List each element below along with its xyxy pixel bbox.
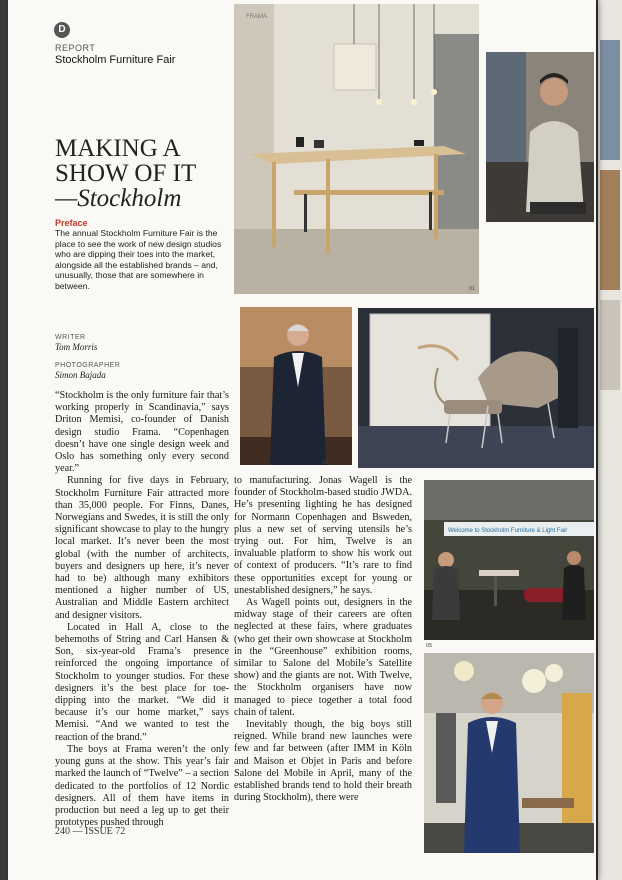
photo-number: 05 bbox=[426, 643, 433, 649]
designer-seated-illustration bbox=[486, 52, 594, 222]
magazine-logo-icon: D bbox=[54, 22, 70, 38]
photo-designer-seated bbox=[486, 52, 594, 222]
photo-man-blue-suit bbox=[424, 653, 594, 853]
photo-fair-entrance bbox=[424, 480, 594, 649]
article-paragraph: Running for five days in February, Stockholm Furniture Fair attracted more than 35,000 people. For Finns, Danes, Norwegians and Swedes, it is still the only significant showcase to play to the hungry local market. It’s never been the most global (with the number of architects, buyers and designers up here, it’s never had to be) although many exhibitors mentioned a higher number of US, Australian and Middle Eastern architect and designer visitors. bbox=[55, 475, 229, 621]
photo-number: 02 bbox=[489, 214, 496, 220]
adjacent-photo bbox=[600, 300, 620, 390]
section-label: REPORT bbox=[55, 43, 96, 53]
photographer-name: Simon Bajada bbox=[55, 370, 106, 380]
article-paragraph: Inevitably though, the big boys still reigned. While brand new launches were few and far between (after IMM in Köln and Maison et Objet in Paris and before Salone del Mobile in April, many of the established brands tend to hold their breath during Stockholm), there were bbox=[234, 719, 412, 804]
preface-heading: Preface bbox=[55, 218, 88, 228]
adjacent-photo bbox=[600, 170, 620, 290]
writer-name: Tom Morris bbox=[55, 342, 98, 352]
article-column-1 bbox=[55, 390, 229, 829]
preface-text: The annual Stockholm Furniture Fair is the place to see the work of new design studios who are dipping their toes into the market, alongside all the established brands – and, unusually, those that are somewhere in between. bbox=[55, 228, 222, 291]
article-paragraph: Located in Hall A, close to the behemoths of String and Carl Hansen & Son, six-year-old Frama’s presence reinforced the ongoing importance of Stockholm to younger studios. For these designers it’s the best place for toe-dipping into the market. “We did it because it’s our home market,” says Memisi. “And we wanted to test the reaction of the brand.” bbox=[55, 621, 229, 743]
booth-table-illustration bbox=[234, 4, 479, 294]
headline-subtitle: —Stockholm bbox=[55, 185, 182, 212]
adjacent-page-edge bbox=[598, 0, 622, 880]
article-paragraph: As Wagell points out, designers in the midway stage of their careers are often neglected at these fairs, where graduates (who get their own showcase at Stockholm in the “Greenhouse” exhibition rooms, similar to Salone del Mobile’s Satellite show) and the giants are not. With Twelve, the Stockholm organisers have now managed to piece together a total food chain of talent. bbox=[234, 597, 412, 718]
armchair-illustration bbox=[358, 308, 594, 468]
man-portrait-illustration bbox=[240, 307, 352, 465]
section-title: Stockholm Furniture Fair bbox=[55, 54, 176, 66]
photo-number: 03 bbox=[322, 460, 329, 466]
article-paragraph: “Stockholm is the only furniture fair that’s working properly in Scandinavia,” says Driton Memisi, co-founder of Danish design studio Frama. “Copenhagen doesn’t have one single design week and Oslo has something only every second year.” bbox=[55, 390, 229, 475]
man-blue-suit-illustration bbox=[424, 653, 594, 853]
headline bbox=[55, 136, 235, 211]
page-folio: 240 — ISSUE 72 bbox=[55, 826, 126, 837]
photo-armchair bbox=[358, 308, 594, 468]
photo-number: 06 bbox=[583, 845, 590, 851]
photo-man-portrait bbox=[240, 307, 352, 465]
fair-sign: Welcome to Stockholm Furniture & Light Fair bbox=[448, 528, 568, 534]
booth-sign: FRAMA bbox=[246, 14, 267, 20]
magazine-page bbox=[8, 0, 596, 880]
photographer-role: PHOTOGRAPHER bbox=[55, 362, 121, 369]
article-paragraph: The boys at Frama weren’t the only young guns at the show. This year’s fair marked the launch of “Twelve” – a section dedicated to the portfolios of 12 Nordic designers. All of them have items in production but need a leg up to get their prototypes pushed through bbox=[55, 743, 229, 829]
headline-line-1: MAKING A bbox=[55, 135, 181, 162]
article-column-2 bbox=[234, 475, 412, 804]
article-paragraph: to manufacturing. Jonas Wagell is the founder of Stockholm-based studio JWDA. He’s presenting lighting he has designed for Normann Copenhagen and Bsweden, plus a new set of serving utensils he’s trying out. For him, Twelve is an invaluable platform to show his work out of context of producers. “It’s rare to find these opportunities except for young or unestablished designers,” he says. bbox=[234, 475, 412, 596]
photo-number: 04 bbox=[362, 462, 369, 468]
fair-entrance-illustration bbox=[424, 480, 594, 640]
adjacent-photo bbox=[600, 40, 620, 160]
headline-line-2: SHOW OF IT bbox=[55, 160, 197, 187]
photo-number: 01 bbox=[468, 286, 475, 292]
photo-booth-table bbox=[234, 4, 479, 294]
writer-role: WRITER bbox=[55, 334, 86, 341]
